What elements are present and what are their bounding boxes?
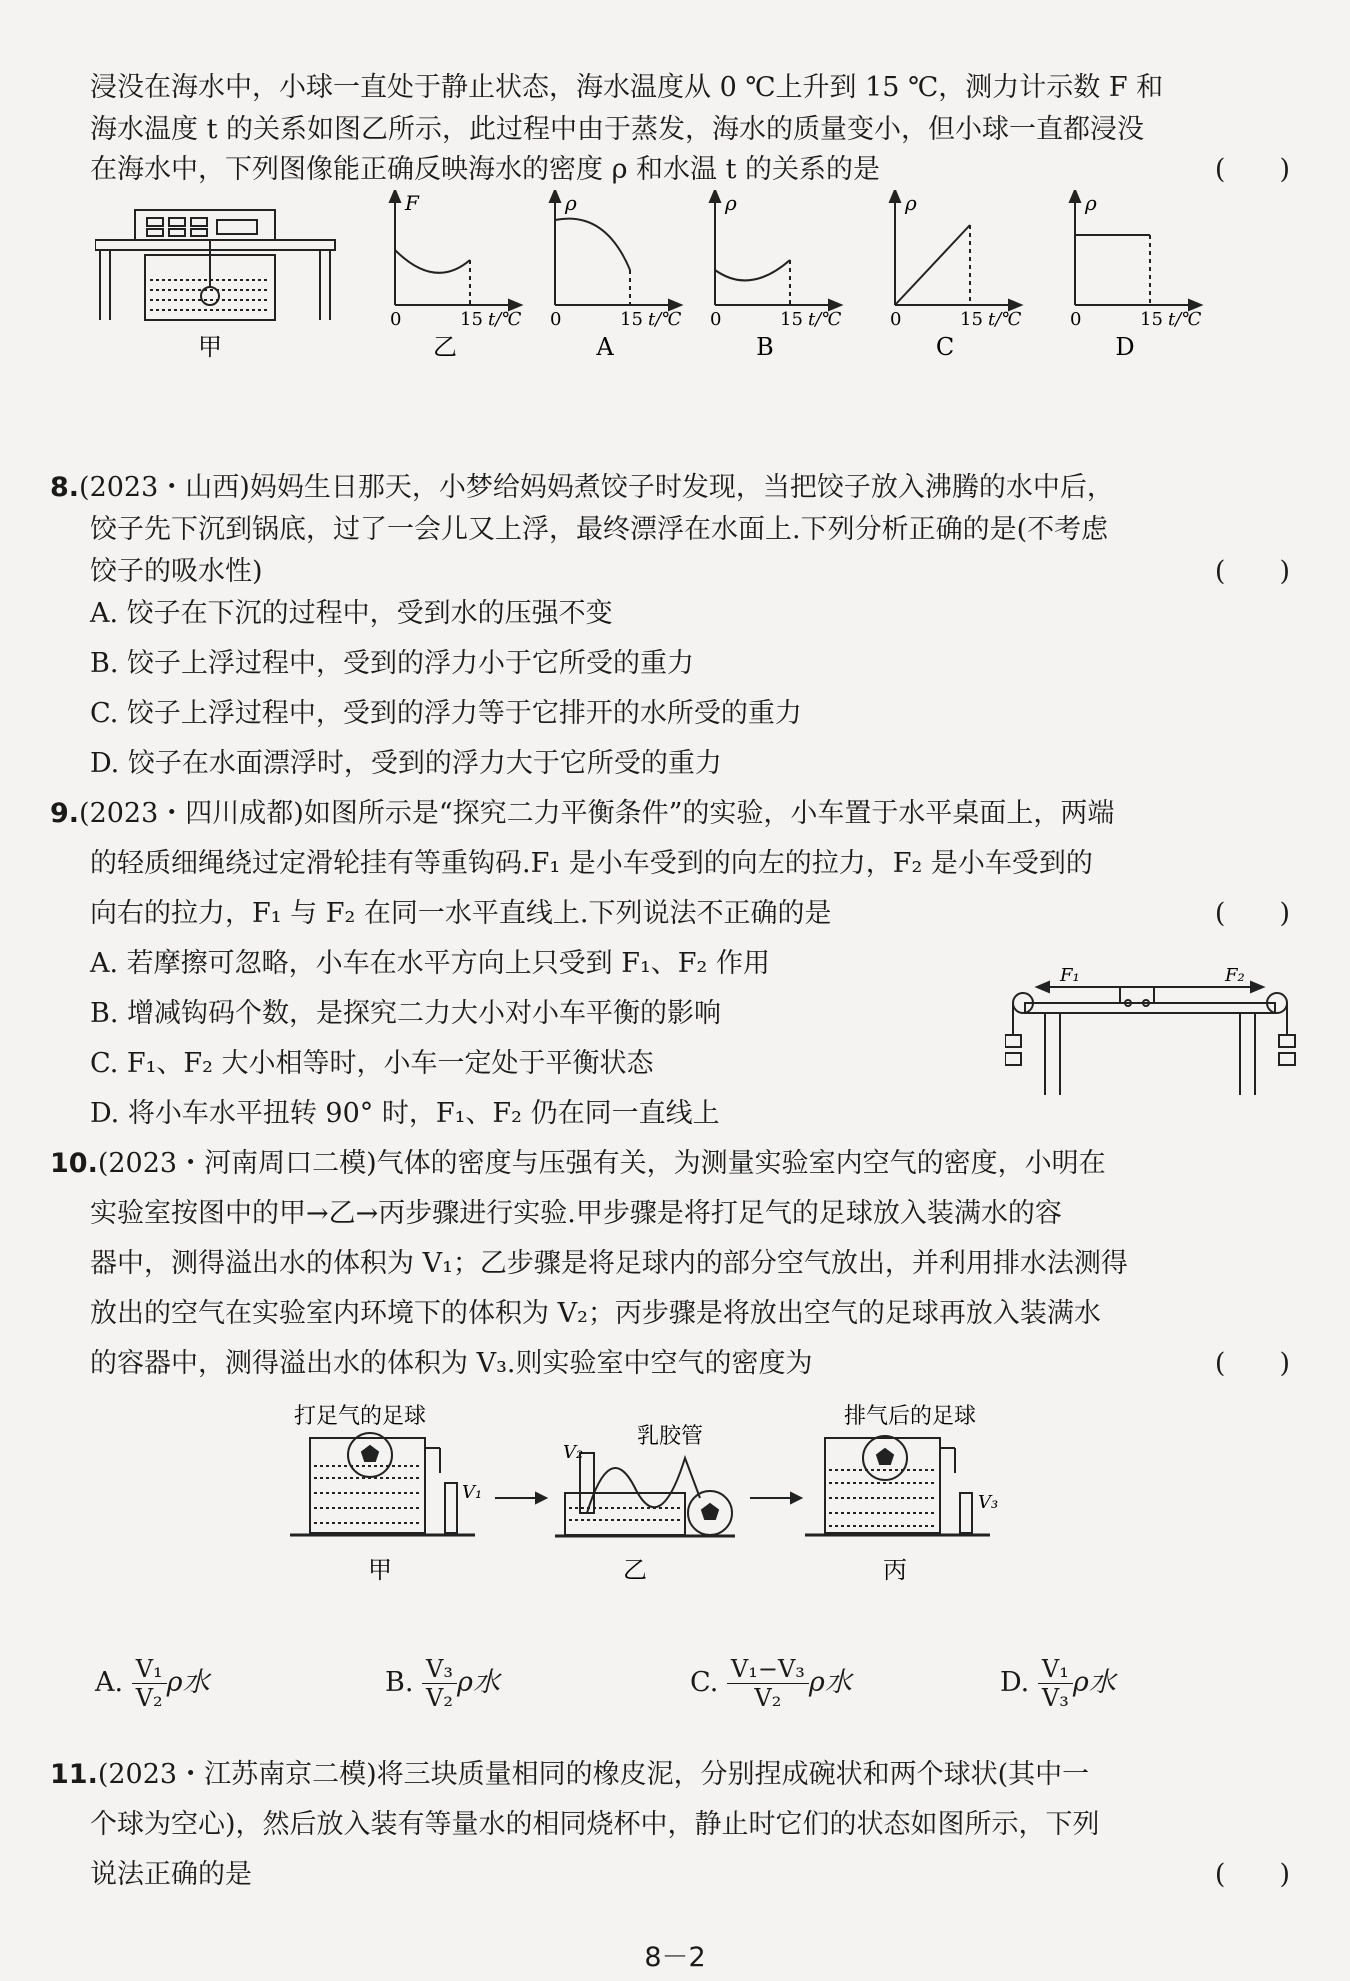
page-number: 8－2 (644, 1942, 706, 1973)
fig-label-d: D (1115, 333, 1135, 361)
weight-right-icon (1279, 1035, 1295, 1047)
q9-line-1: 9.(2023・四川成都)如图所示是“探究二力平衡条件”的实验，小车置于水平桌面上，两端 (50, 798, 1115, 829)
graph-c-tick-0: 0 (890, 309, 902, 330)
q10-option-d: D. $\frac{\text{V₁}}{\text{V₃}}$ ρ水 (1000, 1655, 1116, 1712)
q9-option-c: C. F₁、F₂ 大小相等时，小车一定处于平衡状态 (90, 1048, 654, 1079)
q11-line-2: 个球为空心)，然后放入装有等量水的相同烧杯中，静止时它们的状态如图所示，下列 (90, 1809, 1100, 1840)
q9-number: 9. (50, 798, 80, 829)
graph-yi-y-label: F (405, 191, 419, 215)
q8-line-2: 饺子先下沉到锅底，过了一会儿又上浮，最终漂浮在水面上.下列分析正确的是(不考虑 (90, 514, 1109, 545)
q10-figure (290, 1398, 1090, 1628)
q8-option-b: B. 饺子上浮过程中，受到的浮力小于它所受的重力 (90, 648, 695, 679)
q9-option-a: A. 若摩擦可忽略，小车在水平方向上只受到 F₁、F₂ 作用 (90, 948, 770, 979)
q9-line-2: 的轻质细绳绕过定滑轮挂有等重钩码.F₁ 是小车受到的向左的拉力，F₂ 是小车受到的 (90, 848, 1093, 879)
q7-line-3: 在海水中，下列图像能正确反映海水的密度 ρ 和水温 t 的关系的是 (90, 154, 881, 185)
graph-c-y-label: ρ (905, 191, 917, 215)
fig-label-b: B (756, 333, 774, 361)
cylinder-v3-icon (960, 1493, 972, 1533)
label-ball-full: 打足气的足球 (293, 1404, 427, 1429)
label-step-bing: 丙 (883, 1556, 907, 1584)
graph-c-tick-15: 15 (960, 309, 983, 330)
q8-line-1: 8.(2023・山西)妈妈生日那天，小梦给妈妈煮饺子时发现，当把饺子放入沸腾的水中后， (50, 472, 1114, 503)
graph-yi-tick-15: 15 (460, 309, 483, 330)
graph-yi-x-label: t/℃ (488, 309, 522, 330)
graph-d-tick-15: 15 (1140, 309, 1163, 330)
q9-answer-paren: ( ) (1214, 898, 1290, 929)
q10-option-a: A. $\frac{\text{V₁}}{\text{V₂}}$ ρ水 (95, 1655, 210, 1712)
q8-answer-paren: ( ) (1214, 556, 1290, 587)
graph-a-tick-0: 0 (550, 309, 562, 330)
q10-option-c: C. $\frac{\text{V₁−V₃}}{\text{V₂}}$ ρ水 (690, 1655, 852, 1712)
q7-answer-paren: ( ) (1214, 154, 1290, 185)
q11-answer-paren: ( ) (1214, 1859, 1290, 1890)
graph-a-x-label: t/℃ (648, 309, 682, 330)
graph-yi-tick-0: 0 (390, 309, 402, 330)
q7-figures (95, 190, 1295, 365)
q7-line-1: 浸没在海水中，小球一直处于静止状态，海水温度从 0 ℃上升到 15 ℃，测力计示数 F 和 (90, 72, 1164, 103)
q7-apparatus-figure (95, 210, 335, 320)
fig-label-jia: 甲 (198, 333, 222, 361)
graph-b-tick-15: 15 (780, 309, 803, 330)
q10-option-b: B. $\frac{\text{V₃}}{\text{V₂}}$ ρ水 (385, 1655, 500, 1712)
label-step-yi: 乙 (623, 1556, 647, 1584)
fig-label-c: C (935, 333, 955, 361)
q11-line-3: 说法正确的是 (90, 1859, 252, 1890)
graph-b-tick-0: 0 (710, 309, 722, 330)
label-ball-after: 排气后的足球 (843, 1404, 977, 1429)
graph-b-x-label: t/℃ (808, 309, 842, 330)
q9-label-f1: F₁ (1060, 965, 1080, 986)
q8-option-a: A. 饺子在下沉的过程中，受到水的压强不变 (90, 598, 613, 629)
q9-figure (1005, 965, 1305, 1105)
q10-line-5: 的容器中，测得溢出水的体积为 V₃.则实验室中空气的密度为 (90, 1348, 813, 1379)
q11-number: 11. (50, 1759, 98, 1790)
graph-d-y-label: ρ (1085, 191, 1097, 215)
q8-line-3: 饺子的吸水性) (90, 556, 263, 587)
q9-label-f2: F₂ (1225, 965, 1245, 986)
weight-left-icon (1005, 1035, 1021, 1047)
q9-line-3: 向右的拉力，F₁ 与 F₂ 在同一水平直线上.下列说法不正确的是 (90, 898, 832, 929)
q9-option-b: B. 增减钩码个数，是探究二力大小对小车平衡的影响 (90, 998, 722, 1029)
q10-number: 10. (50, 1148, 98, 1179)
label-v3: V₃ (978, 1492, 999, 1513)
fig-label-a: A (596, 333, 614, 361)
q10-line-3: 器中，测得溢出水的体积为 V₁；乙步骤是将足球内的部分空气放出，并利用排水法测得 (90, 1248, 1128, 1279)
q10-line-4: 放出的空气在实验室内环境下的体积为 V₂；丙步骤是将放出空气的足球再放入装满水 (90, 1298, 1101, 1329)
q10-line-1: 10.(2023・河南周口二模)气体的密度与压强有关，为测量实验室内空气的密度，小明在 (50, 1148, 1106, 1179)
label-v2: V₂ (563, 1442, 584, 1463)
q7-line-2: 海水温度 t 的关系如图乙所示，此过程中由于蒸发，海水的质量变小，但小球一直都浸没 (90, 114, 1145, 145)
latex-tube (587, 1458, 700, 1513)
q8-option-c: C. 饺子上浮过程中，受到的浮力等于它排开的水所受的重力 (90, 698, 802, 729)
graph-c-x-label: t/℃ (988, 309, 1022, 330)
graph-b-y-label: ρ (725, 191, 737, 215)
label-v1: V₁ (462, 1482, 483, 1503)
fig-label-yi: 乙 (433, 333, 457, 361)
label-tube: 乳胶管 (636, 1424, 704, 1449)
graph-d-tick-0: 0 (1070, 309, 1082, 330)
label-step-jia: 甲 (368, 1556, 392, 1584)
cylinder-v1-icon (445, 1483, 457, 1533)
graph-a-tick-15: 15 (620, 309, 643, 330)
graph-d-x-label: t/℃ (1168, 309, 1202, 330)
q8-number: 8. (50, 472, 80, 503)
q10-answer-paren: ( ) (1214, 1348, 1290, 1379)
q11-line-1: 11.(2023・江苏南京二模)将三块质量相同的橡皮泥，分别捏成碗状和两个球状(其中一 (50, 1759, 1090, 1790)
q8-option-d: D. 饺子在水面漂浮时，受到的浮力大于它所受的重力 (90, 748, 722, 779)
graph-a-y-label: ρ (565, 191, 577, 215)
q10-line-2: 实验室按图中的甲→乙→丙步骤进行实验.甲步骤是将打足气的足球放入装满水的容 (90, 1198, 1062, 1229)
q9-option-d: D. 将小车水平扭转 90° 时，F₁、F₂ 仍在同一直线上 (90, 1098, 720, 1129)
